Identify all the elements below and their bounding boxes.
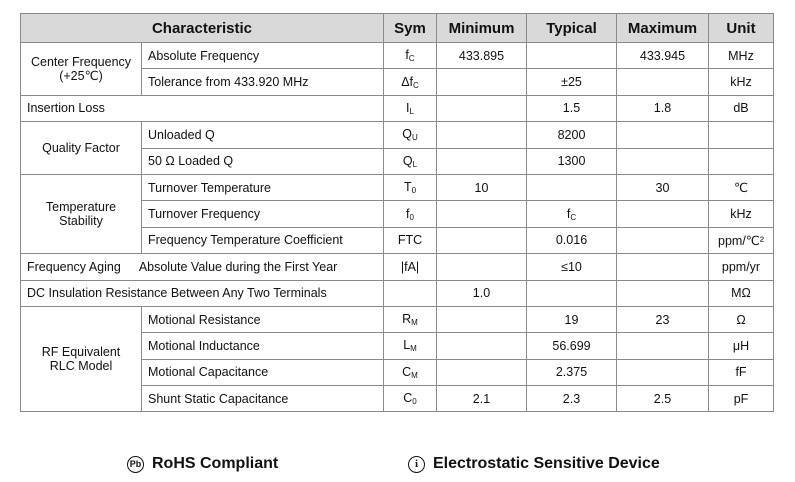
header-characteristic: Characteristic [21, 14, 384, 43]
table-row [21, 306, 774, 332]
unit-cell: Ω [709, 306, 774, 332]
table-row [21, 174, 774, 200]
table-row [21, 280, 774, 306]
table-row [21, 95, 774, 121]
sym-cell [384, 280, 437, 306]
min-cell [437, 95, 527, 121]
table-row [21, 122, 774, 148]
max-cell [617, 69, 709, 95]
min-cell: 10 [437, 174, 527, 200]
rohs-label: RoHS Compliant [152, 455, 279, 472]
unit-cell: μH [709, 333, 774, 359]
typ-cell: 2.3 [527, 386, 617, 412]
typ-cell: 0.016 [527, 227, 617, 253]
max-cell: 2.5 [617, 386, 709, 412]
header-maximum: Maximum [617, 14, 709, 43]
typ-cell: 2.375 [527, 359, 617, 385]
spec-table [20, 13, 774, 412]
max-cell [617, 254, 709, 280]
header-typical: Typical [527, 14, 617, 43]
typ-cell: 56.699 [527, 333, 617, 359]
unit-cell: ppm/yr [709, 254, 774, 280]
max-cell [617, 227, 709, 253]
min-cell [437, 122, 527, 148]
row-label: 50 Ω Loaded Q [142, 148, 384, 174]
row-label: Insertion Loss [21, 95, 384, 121]
row-label: Absolute Frequency [142, 43, 384, 69]
table-row [21, 254, 774, 280]
sym-cell: $C_0$ [384, 386, 437, 412]
typ-cell: 19 [527, 306, 617, 332]
max-cell: 23 [617, 306, 709, 332]
min-cell [437, 254, 527, 280]
lead-free-icon: Pb [127, 456, 144, 473]
max-cell [617, 333, 709, 359]
typ-cell: ±25 [527, 69, 617, 95]
unit-cell: ℃ [709, 174, 774, 200]
row-label: Turnover Temperature [142, 174, 384, 200]
aging-description: Absolute Value during the First Year [138, 259, 338, 274]
min-cell: 2.1 [437, 386, 527, 412]
row-label: Frequency Temperature Coefficient [142, 227, 384, 253]
unit-cell: fF [709, 359, 774, 385]
unit-cell: MHz [709, 43, 774, 69]
group-rf-equivalent: RF Equivalent RLC Model [21, 306, 142, 412]
typ-cell: 1300 [527, 148, 617, 174]
unit-cell: kHz [709, 201, 774, 227]
max-cell [617, 201, 709, 227]
unit-cell: kHz [709, 69, 774, 95]
min-cell [437, 227, 527, 253]
sym-cell: |fA| [384, 254, 437, 280]
typ-cell [527, 280, 617, 306]
rohs-badge [127, 455, 278, 473]
esd-label: Electrostatic Sensitive Device [433, 455, 660, 472]
row-label: Turnover Frequency [142, 201, 384, 227]
typ-cell [527, 43, 617, 69]
row-label: DC Insulation Resistance Between Any Two Terminals [21, 280, 384, 306]
row-label: Tolerance from 433.920 MHz [142, 69, 384, 95]
min-cell: 433.895 [437, 43, 527, 69]
unit-cell: pF [709, 386, 774, 412]
unit-cell: dB [709, 95, 774, 121]
typ-cell: $f_C$ [527, 201, 617, 227]
sym-cell: $Q_U$ [384, 122, 437, 148]
min-cell [437, 69, 527, 95]
min-cell [437, 201, 527, 227]
min-cell [437, 148, 527, 174]
typ-cell [527, 174, 617, 200]
group-frequency-aging: Frequency Aging [27, 259, 121, 274]
header-row [21, 14, 774, 43]
group-temperature-stability: Temperature Stability [21, 174, 142, 253]
sym-cell: $f_0$ [384, 201, 437, 227]
typ-cell: 8200 [527, 122, 617, 148]
sym-cell: $f_C$ [384, 43, 437, 69]
max-cell: 433.945 [617, 43, 709, 69]
min-cell [437, 333, 527, 359]
header-unit: Unit [709, 14, 774, 43]
unit-cell: MΩ [709, 280, 774, 306]
sym-cell: $L_M$ [384, 333, 437, 359]
header-sym: Sym [384, 14, 437, 43]
typ-cell: ≤10 [527, 254, 617, 280]
min-cell [437, 306, 527, 332]
row-label: Motional Inductance [142, 333, 384, 359]
group-quality-factor: Quality Factor [21, 122, 142, 175]
typ-cell: 1.5 [527, 95, 617, 121]
sym-cell: $R_M$ [384, 306, 437, 332]
row-label: Motional Resistance [142, 306, 384, 332]
sym-cell: $C_M$ [384, 359, 437, 385]
esd-badge [408, 455, 660, 473]
sym-cell: FTC [384, 227, 437, 253]
max-cell [617, 122, 709, 148]
max-cell [617, 280, 709, 306]
table-row [21, 43, 774, 69]
header-minimum: Minimum [437, 14, 527, 43]
group-center-frequency: Center Frequency (+25℃) [21, 43, 142, 96]
unit-cell [709, 122, 774, 148]
row-label: Unloaded Q [142, 122, 384, 148]
sym-cell: $Q_L$ [384, 148, 437, 174]
max-cell [617, 148, 709, 174]
min-cell: 1.0 [437, 280, 527, 306]
unit-cell [709, 148, 774, 174]
unit-cell: ppm/℃² [709, 227, 774, 253]
row-label [21, 254, 384, 280]
sym-cell: $\Delta f_C$ [384, 69, 437, 95]
row-label: Motional Capacitance [142, 359, 384, 385]
max-cell [617, 359, 709, 385]
max-cell: 1.8 [617, 95, 709, 121]
row-label: Shunt Static Capacitance [142, 386, 384, 412]
sym-cell: $I_L$ [384, 95, 437, 121]
min-cell [437, 359, 527, 385]
info-icon: i [408, 456, 425, 473]
sym-cell: $T_0$ [384, 174, 437, 200]
max-cell: 30 [617, 174, 709, 200]
